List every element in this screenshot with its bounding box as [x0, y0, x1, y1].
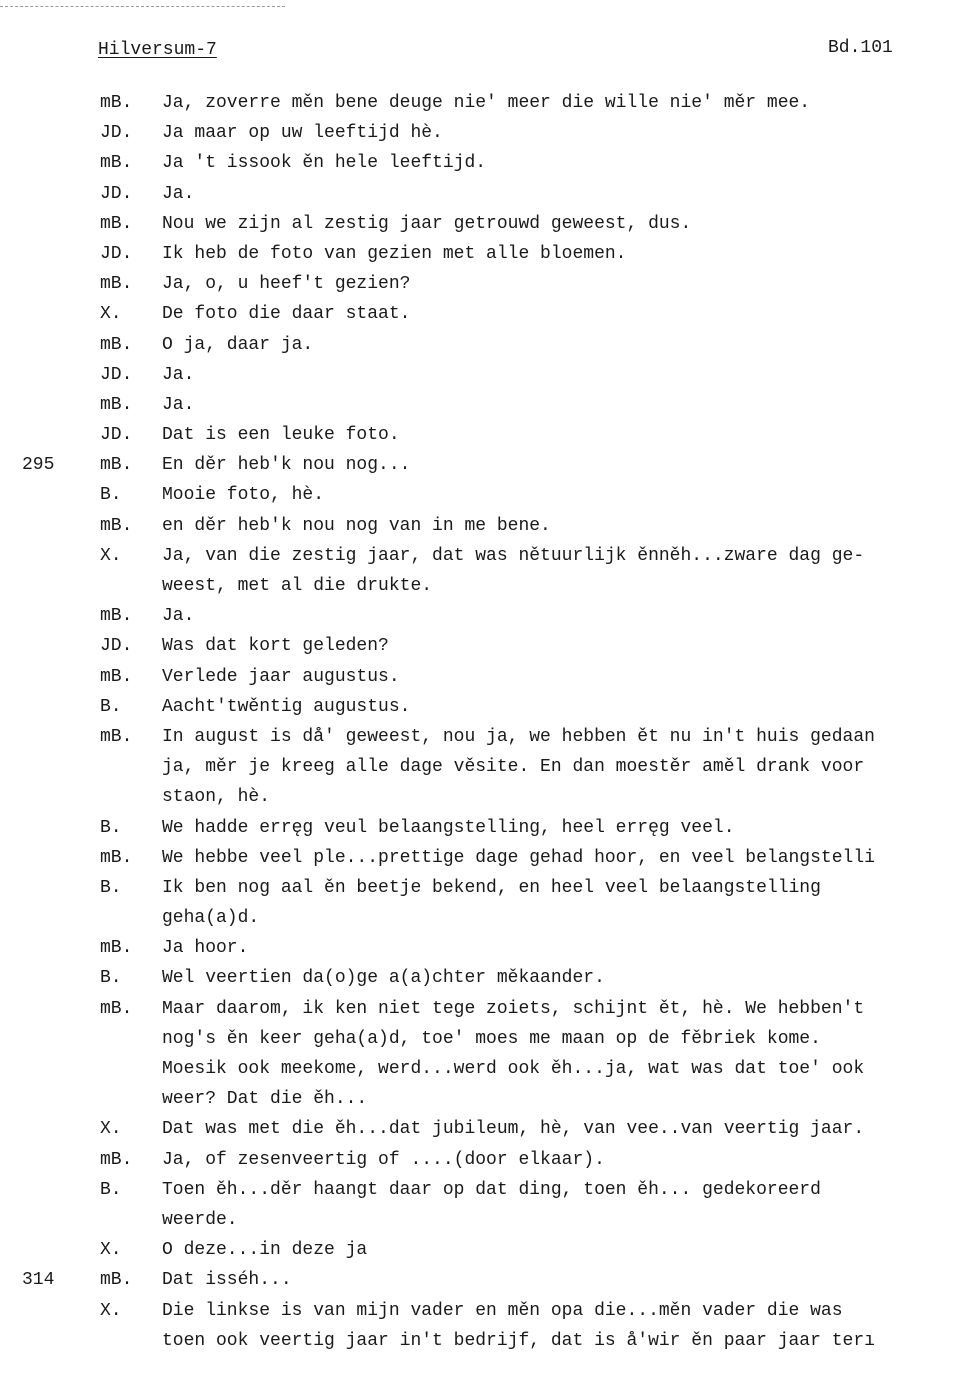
utterance-text: Dat isséh... [162, 1270, 292, 1291]
transcript-line [0, 450, 973, 480]
utterance-text: Toen ěh...děr haangt daar op dat ding, toen ěh... gedekoreerd [162, 1179, 821, 1200]
speaker-label: mB. [100, 726, 133, 747]
speaker-label: B. [100, 817, 122, 838]
utterance-text: Ja, van die zestig jaar, dat was nětuurlijk ěnněh...zware dag ge- [162, 545, 865, 566]
transcript-line [0, 631, 973, 661]
speaker-label: mB. [100, 274, 133, 295]
transcript-line [0, 813, 973, 843]
transcript-line [0, 571, 973, 601]
speaker-label: mB. [100, 938, 133, 959]
transcript-line [0, 239, 973, 269]
utterance-text: Ja hoor. [162, 938, 249, 959]
transcript-line [0, 1296, 973, 1326]
utterance-text: Nou we zijn al zestig jaar getrouwd geweest, dus. [162, 213, 692, 234]
speaker-label: mB. [100, 666, 133, 687]
utterance-text: Ja. [162, 394, 195, 415]
utterance-text: Ja. [162, 364, 195, 385]
utterance-text: En děr heb'k nou nog... [162, 455, 411, 476]
utterance-text: O deze...in deze ja [162, 1240, 368, 1261]
speaker-label: JD. [100, 636, 133, 657]
utterance-text: en děr heb'k nou nog van in me bene. [162, 515, 551, 536]
transcript-line [0, 1175, 973, 1205]
utterance-text: Ja. [162, 606, 195, 627]
utterance-text: geha(a)d. [162, 908, 260, 929]
speaker-label: B. [100, 1179, 122, 1200]
utterance-text: Was dat kort geleden? [162, 636, 389, 657]
utterance-text: ja, měr je kreeg alle dage věsite. En dan moestěr aměl drank voor [162, 757, 865, 778]
transcript-line [0, 601, 973, 631]
transcript-line [0, 1054, 973, 1084]
transcript-line [0, 1326, 973, 1356]
transcript-line [0, 269, 973, 299]
utterance-text: Ik ben nog aal ěn beetje bekend, en heel veel belaangstelling [162, 877, 821, 898]
page-title: Hilversum-7 [98, 40, 217, 60]
utterance-text: O ja, daar ja. [162, 334, 314, 355]
speaker-label: mB. [100, 847, 133, 868]
transcript-lines [0, 88, 973, 1356]
utterance-text: weest, met al die drukte. [162, 576, 433, 596]
transcript-line [0, 994, 973, 1024]
utterance-text: We hadde erręg veul belaangstelling, heel erręg veel. [162, 817, 735, 838]
utterance-text: Dat was met die ěh...dat jubileum, hè, van vee..van veertig jaar. [162, 1119, 865, 1140]
speaker-label: B. [100, 696, 122, 717]
utterance-text: Ja, o, u heef't gezien? [162, 274, 411, 295]
utterance-text: In august is då' geweest, nou ja, we hebben ět nu in't huis gedaan [162, 726, 875, 747]
speaker-label: JD. [100, 123, 133, 144]
speaker-label: mB. [100, 153, 133, 174]
transcript-line [0, 873, 973, 903]
speaker-label: JD. [100, 425, 133, 446]
utterance-text: nog's ěn keer geha(a)d, toe' moes me maan op de fěbriek kome. [162, 1028, 821, 1049]
transcript-line [0, 692, 973, 722]
transcript-line [0, 209, 973, 239]
speaker-label: mB. [100, 334, 133, 355]
speaker-label: X. [100, 1119, 122, 1140]
speaker-label: mB. [100, 1270, 133, 1291]
transcript-line [0, 148, 973, 178]
transcript-line [0, 963, 973, 993]
transcript-line [0, 933, 973, 963]
utterance-text: Ja, of zesenveertig of ....(door elkaar). [162, 1149, 605, 1170]
utterance-text: Wel veertien da(o)ge a(a)chter měkaander. [162, 968, 605, 989]
speaker-label: B. [100, 877, 122, 898]
utterance-text: Ja. [162, 183, 195, 204]
utterance-text: staon, hè. [162, 787, 271, 808]
transcript-line [0, 88, 973, 118]
speaker-label: mB. [100, 515, 133, 536]
utterance-text: Ja, zoverre měn bene deuge nie' meer die wille nie' měr mee. [162, 93, 811, 113]
utterance-text: Ja 't issook ěn hele leeftijd. [162, 153, 487, 174]
transcript-line [0, 541, 973, 571]
utterance-text: We hebbe veel ple...prettige dage gehad hoor, en veel belangstelli [162, 847, 875, 868]
utterance-text: De foto die daar staat. [162, 304, 411, 325]
utterance-text: Aacht'twěntig augustus. [162, 696, 411, 717]
transcript-line [0, 330, 973, 360]
transcript-line [0, 480, 973, 510]
line-number-marker: 314 [22, 1270, 55, 1291]
transcript-line [0, 1084, 973, 1114]
transcript-line [0, 662, 973, 692]
utterance-text: weerde. [162, 1209, 238, 1230]
transcript-line [0, 1235, 973, 1265]
speaker-label: JD. [100, 364, 133, 385]
utterance-text: Die linkse is van mijn vader en měn opa die...měn vader die was [162, 1300, 843, 1321]
speaker-label: B. [100, 485, 122, 506]
transcript-line [0, 843, 973, 873]
utterance-text: Maar daarom, ik ken niet tege zoiets, schijnt ět, hè. We hebben't [162, 998, 865, 1019]
transcript-line [0, 179, 973, 209]
transcript-line [0, 782, 973, 812]
transcript-line [0, 903, 973, 933]
top-scan-rule [0, 6, 285, 7]
transcript-line [0, 1114, 973, 1144]
speaker-label: mB. [100, 394, 133, 415]
transcript-line [0, 118, 973, 148]
speaker-label: X. [100, 304, 122, 325]
utterance-text: Ja maar op uw leeftijd hè. [162, 123, 443, 144]
transcript-line [0, 360, 973, 390]
speaker-label: mB. [100, 1149, 133, 1170]
transcript-line [0, 390, 973, 420]
transcript-line [0, 752, 973, 782]
speaker-label: mB. [100, 93, 133, 113]
transcript-line [0, 420, 973, 450]
transcript-line [0, 1145, 973, 1175]
page-number: Bd.101 [828, 38, 893, 58]
utterance-text: Mooie foto, hè. [162, 485, 325, 506]
transcript-line [0, 1265, 973, 1295]
speaker-label: X. [100, 545, 122, 566]
speaker-label: mB. [100, 606, 133, 627]
utterance-text: Moesik ook meekome, werd...werd ook ěh...ja, wat was dat toe' ook [162, 1059, 865, 1079]
transcript-line [0, 1205, 973, 1235]
speaker-label: mB. [100, 455, 133, 476]
utterance-text: Dat is een leuke foto. [162, 425, 400, 446]
speaker-label: X. [100, 1300, 122, 1321]
transcript-line [0, 1024, 973, 1054]
speaker-label: B. [100, 968, 122, 989]
speaker-label: X. [100, 1240, 122, 1261]
line-number-marker: 295 [22, 455, 55, 476]
speaker-label: JD. [100, 183, 133, 204]
utterance-text: Verlede jaar augustus. [162, 666, 400, 687]
speaker-label: mB. [100, 213, 133, 234]
transcript-line [0, 299, 973, 329]
utterance-text: weer? Dat die ěh... [162, 1089, 368, 1110]
speaker-label: mB. [100, 998, 133, 1019]
utterance-text: toen ook veertig jaar in't bedrijf, dat is å'wir ěn paar jaar terı [162, 1330, 875, 1351]
transcript-line [0, 722, 973, 752]
utterance-text: Ik heb de foto van gezien met alle bloemen. [162, 243, 627, 264]
transcript-line [0, 511, 973, 541]
speaker-label: JD. [100, 243, 133, 264]
